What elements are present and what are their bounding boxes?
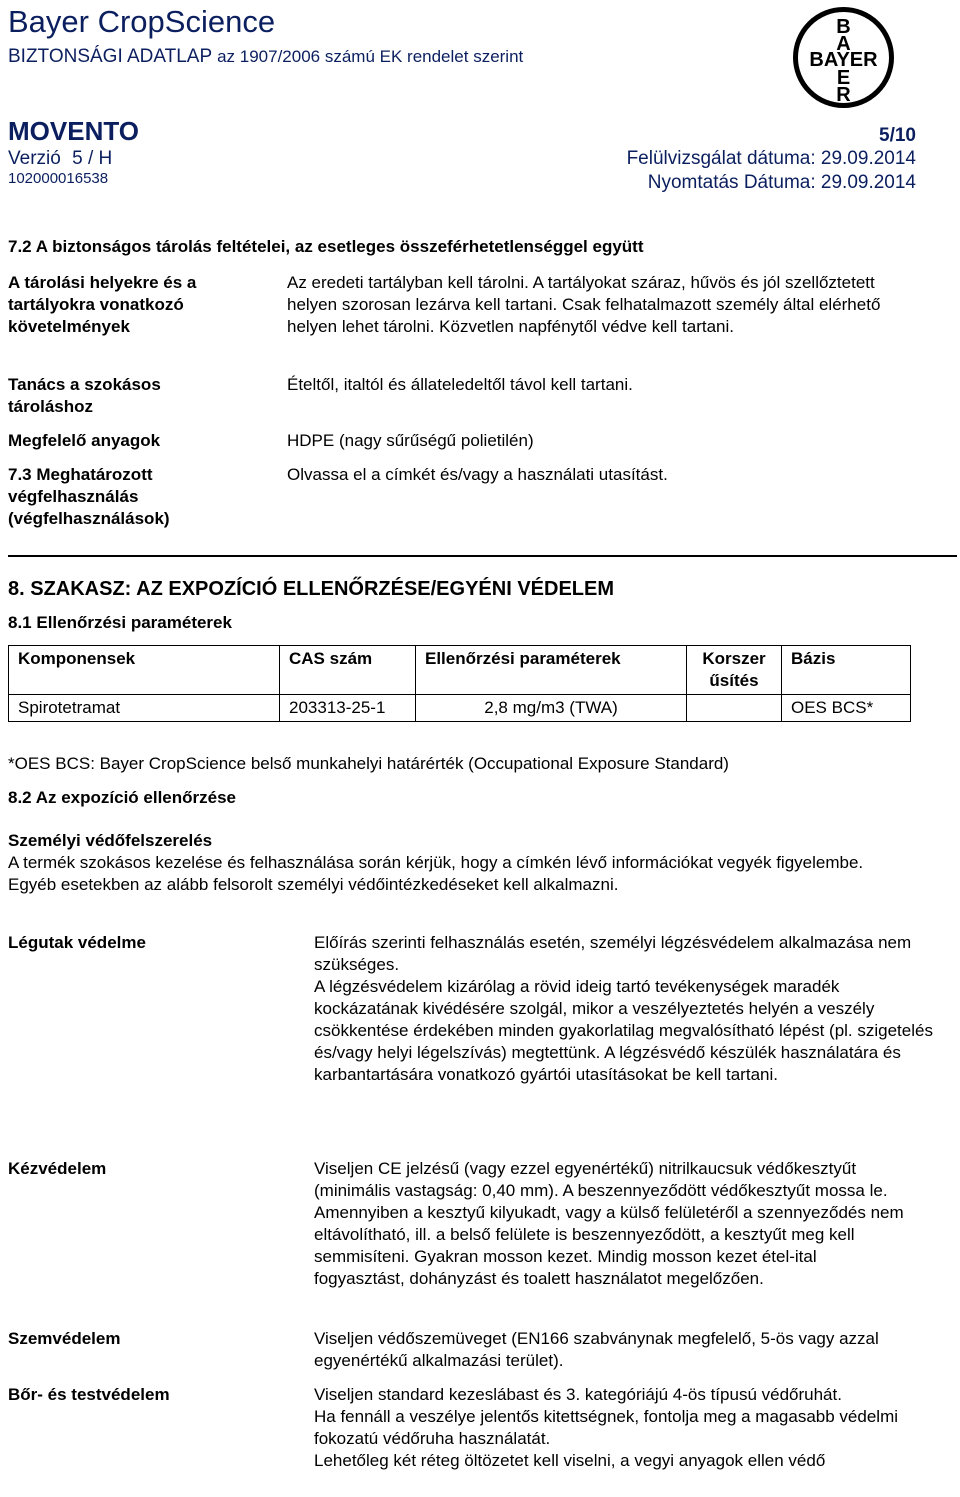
svg-text:R: R [836,84,851,106]
storage-advice-label: Tanács a szokásos tároláshoz [8,375,161,416]
end-use-label: 7.3 Meghatározott végfelhasználás (végfelhasználások) [8,465,170,528]
doc-type-label: BIZTONSÁGI ADATLAP [8,46,212,67]
hand-protection-value: Viseljen CE jelzésű (vagy ezzel egyenértékű) nitrilkaucsuk védőkesztyűt (minimális vastagság: 0,40 mm). A beszennyeződött védőkesztyűt mossa le. Amennyiben a kesztyű kilyukadt, vagy a külső felületéről a szennyeződés nem eltávolítható, ill. a belső felülete is beszennyeződött, a kesztyűt meg kell semmisíteni. Gyakran mosson kezet. Mindig mosson kezet étel-ital fogyasztást, dohányzást és toalett használatot megelőzően. [314,1159,904,1288]
document-number: 102000016538 [8,170,109,187]
hand-protection-label: Kézvédelem [8,1159,107,1178]
section-7-2-title: 7.2 A biztonságos tárolás feltételei, az esetleges összeférhetetlenséggel együtt [8,237,644,256]
version-label: Verzió [8,148,61,169]
storage-requirements-value: Az eredeti tartályban kell tárolni. A tartályokat száraz, hűvös és jól szellőztetett helyen szorosan lezárva kell tartani. Csak felhatalmazott személy által elérhető helyen lehet tárolni. Közvetlen napfénytől védve kell tartani. [287,273,881,336]
svg-text:E: E [836,67,851,89]
document-type [8,44,523,70]
bayer-logo-icon [792,6,895,109]
page-number: 5/10 [879,125,916,146]
svg-text:BAYER: BAYER [809,49,878,71]
section-8-2-title: 8.2 Az expozíció ellenőrzése [8,788,237,807]
ppe-text: A termék szokásos kezelése és felhasználása során kérjük, hogy a címkén lévő információkat vegyék figyelembe. Egyéb esetekben az alább felsorolt személyi védőintézkedéseket kell alkalmazni. [8,853,864,894]
table-cell: 203313-25-1 [280,695,416,722]
suitable-materials-value: HDPE (nagy sűrűségű polietilén) [287,431,534,450]
eye-protection-value: Viseljen védőszemüveget (EN166 szabványnak megfelelő, 5-ös vagy azzal egyenértékű alkalmazási terület). [314,1329,879,1370]
table-cell: OES BCS* [782,695,911,722]
oes-footnote: *OES BCS: Bayer CropScience belső munkahelyi határérték (Occupational Exposure Standard) [8,754,729,773]
svg-text:A: A [836,33,851,55]
revision-date: Felülvizsgálat dátuma: 29.09.2014 [626,148,916,169]
table-cell: Spirotetramat [9,695,280,722]
storage-advice-value: Ételtől, italtól és állateledeltől távol kell tartani. [287,375,633,394]
table-header-row [9,646,911,695]
version-value: 5 / H [72,148,113,169]
table-header-cell: CAS szám [280,646,416,695]
table-header-cell: Komponensek [9,646,280,695]
body-protection-value: Viseljen standard kezeslábast és 3. kategóriájú 4-ös típusú védőruhát. Ha fennáll a veszélye jelentős kitettségnek, fontolja meg a magasabb védelmi fokozatú védőruha használatát. Lehetőleg két réteg öltözetet kell viselni, a vegyi anyagok ellen védő [314,1385,899,1470]
table-cell: 2,8 mg/m3 (TWA) [416,695,687,722]
eye-protection-label: Szemvédelem [8,1329,121,1348]
company-name: Bayer CropScience [8,4,276,39]
version [8,147,112,171]
control-parameters-table [8,645,911,722]
suitable-materials-label: Megfelelő anyagok [8,431,161,450]
section-divider [8,555,957,557]
regulation-label: az 1907/2006 számú EK rendelet szerint [217,47,524,66]
bayer-cross-logo [792,6,895,109]
body-protection-label: Bőr- és testvédelem [8,1385,170,1404]
storage-requirements-label: A tárolási helyekre és a tartályokra vonatkozó követelmények [8,273,197,336]
section-8-1-title: 8.1 Ellenőrzési paraméterek [8,613,232,632]
product-name: MOVENTO [8,116,139,146]
section-8-title: 8. SZAKASZ: AZ EXPOZÍCIÓ ELLENŐRZÉSE/EGYÉNI VÉDELEM [8,578,614,600]
table-cell [687,695,782,722]
print-date: Nyomtatás Dátuma: 29.09.2014 [647,172,916,193]
table-row [9,695,911,722]
respiratory-protection-label: Légutak védelme [8,933,146,952]
svg-text:B: B [836,16,851,38]
table-header-cell: Bázis [782,646,911,695]
end-use-value: Olvassa el a címkét és/vagy a használati utasítást. [287,465,668,484]
respiratory-protection-value: Előírás szerinti felhasználás esetén, személyi légzésvédelem alkalmazása nem szükséges. A légzésvédelem kizárólag a rövid ideig tartó tevékenységek maradék kockázatának kivédésére szolgál, mikor a veszélyeztetés helyén a veszély csökkentése érdekében minden gyakorlatilag megvalósítható lépést (pl. szigetelés és/vagy helyi légelszívás) megtettünk. A légzésvédő készülék használatára és karbantartására vonatkozó gyártói utasításokat be kell tartani. [314,933,933,1084]
table-header-cell: Ellenőrzési paraméterek [416,646,687,695]
table-header-cell: Korszer űsítés [687,646,782,695]
ppe-title: Személyi védőfelszerelés [8,831,213,850]
